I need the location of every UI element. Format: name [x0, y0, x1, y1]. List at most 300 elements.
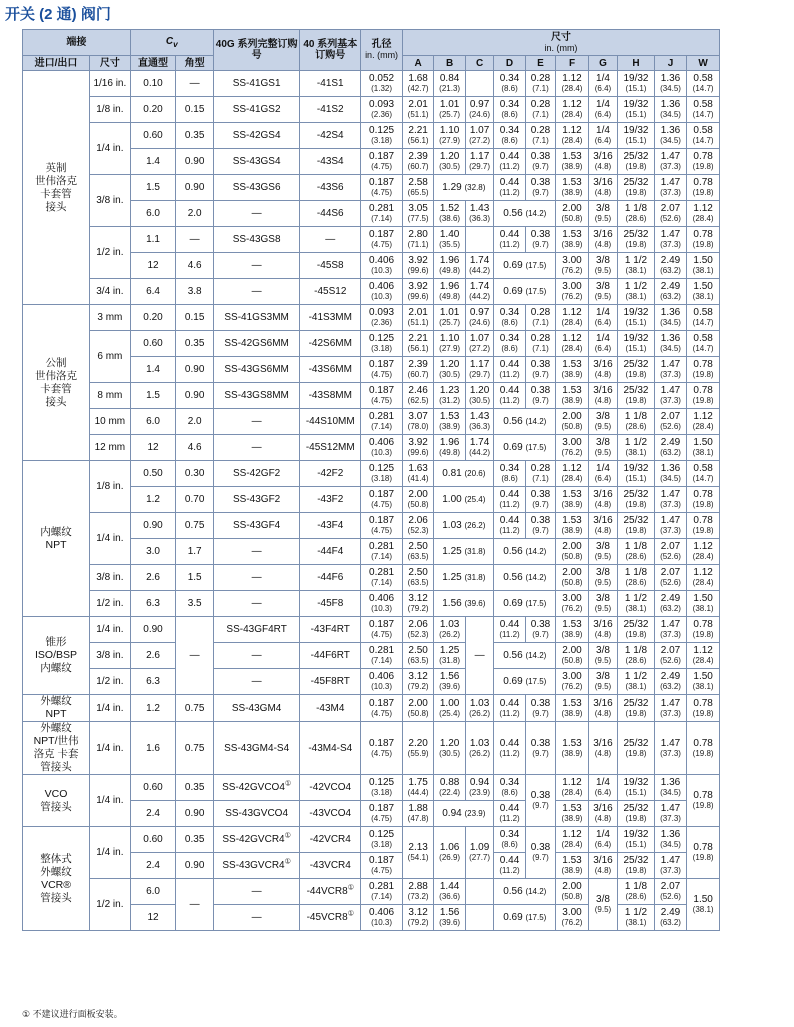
dim-j: 1.36 (34.5): [654, 123, 687, 149]
dim-a: 1.68 (42.7): [402, 71, 433, 97]
ordering-number-40: -45S12: [300, 279, 361, 305]
orifice-cell: 0.281 (7.14): [361, 409, 403, 435]
dim-g: 3/16 (4.8): [588, 801, 617, 827]
dim-j: 1.36 (34.5): [654, 461, 687, 487]
dim-a: 2.50 (63.5): [402, 565, 433, 591]
cv-angle: 0.30: [176, 461, 214, 487]
dim-g: 3/8 (9.5): [588, 201, 617, 227]
dim-b: 1.20 (30.5): [434, 722, 465, 775]
header-dim-a: A: [402, 56, 433, 71]
dim-de: 0.56 (14.2): [494, 539, 556, 565]
cv-angle: —: [176, 879, 214, 931]
size-cell: 1/4 in.: [90, 123, 131, 175]
cv-straight: 1.6: [130, 722, 176, 775]
dim-f: 1.53 (38.9): [556, 853, 589, 879]
dim-b: 1.20 (30.5): [434, 357, 465, 383]
dim-d: 0.44 (11.2): [494, 487, 525, 513]
dim-f: 3.00 (76.2): [556, 669, 589, 695]
table-row: [23, 775, 720, 801]
dim-j: 1.47 (37.3): [654, 801, 687, 827]
dim-g: 3/8 (9.5): [588, 435, 617, 461]
dim-f: 1.12 (28.4): [556, 305, 589, 331]
cv-angle: —: [176, 617, 214, 695]
dim-f: 1.12 (28.4): [556, 827, 589, 853]
dim-g: 1/4 (6.4): [588, 123, 617, 149]
dim-e: 0.38 (9.7): [525, 149, 555, 175]
dim-f: 1.53 (38.9): [556, 149, 589, 175]
cv-angle: 0.90: [176, 801, 214, 827]
orifice-cell: 0.187 (4.75): [361, 383, 403, 409]
ordering-number-40g: SS-43GS6MM: [213, 357, 299, 383]
cv-angle: 0.90: [176, 175, 214, 201]
ordering-number-40g: —: [213, 201, 299, 227]
orifice-cell: 0.187 (4.75): [361, 695, 403, 722]
dim-w: 0.58 (14.7): [687, 305, 720, 331]
ordering-number-40: -41S3MM: [300, 305, 361, 331]
dim-h: 1 1/2 (38.1): [618, 435, 655, 461]
dim-g: 1/4 (6.4): [588, 461, 617, 487]
dim-j: 2.49 (63.2): [654, 279, 687, 305]
dim-d: 0.34 (8.6): [494, 97, 525, 123]
dim-j: 2.07 (52.6): [654, 643, 687, 669]
dim-g: 3/16 (4.8): [588, 357, 617, 383]
ordering-number-40g: SS-42GS6MM: [213, 331, 299, 357]
size-cell: 1/8 in.: [90, 461, 131, 513]
ordering-number-40: -43S8MM: [300, 383, 361, 409]
dim-g: 3/16 (4.8): [588, 383, 617, 409]
cv-straight: 2.6: [130, 565, 176, 591]
dim-g: 3/16 (4.8): [588, 149, 617, 175]
ordering-number-40: -45F8: [300, 591, 361, 617]
dim-c: [465, 71, 493, 97]
cv-straight: 1.4: [130, 357, 176, 383]
dim-bc: 0.94 (23.9): [434, 801, 494, 827]
dim-w: 1.50 (38.1): [687, 253, 720, 279]
dim-h: 25/32 (19.8): [618, 149, 655, 175]
ordering-number-40g: SS-43GS8: [213, 227, 299, 253]
cv-straight: 0.60: [130, 827, 176, 853]
dim-w: 0.78 (19.8): [687, 513, 720, 539]
header-dim-g: G: [588, 56, 617, 71]
cv-straight: 0.60: [130, 775, 176, 801]
dim-e: 0.38 (9.7): [525, 175, 555, 201]
dim-c: 1.17 (29.7): [465, 149, 493, 175]
dim-j: 2.49 (63.2): [654, 669, 687, 695]
cv-angle: 3.8: [176, 279, 214, 305]
cv-angle: 4.6: [176, 253, 214, 279]
dim-w: 0.78 (19.8): [687, 175, 720, 201]
dim-c: 1.07 (27.2): [465, 331, 493, 357]
header-dim-d: D: [494, 56, 525, 71]
dim-d: 0.44 (11.2): [494, 227, 525, 253]
orifice-cell: 0.093 (2.36): [361, 305, 403, 331]
orifice-cell: 0.406 (10.3): [361, 591, 403, 617]
size-cell: 3/8 in.: [90, 643, 131, 669]
dim-e: 0.38 (9.7): [525, 487, 555, 513]
ordering-number-40: -43S6: [300, 175, 361, 201]
dim-c: 1.03 (26.2): [465, 722, 493, 775]
dim-g: 1/4 (6.4): [588, 775, 617, 801]
dim-c: 0.97 (24.6): [465, 305, 493, 331]
dim-f: 1.53 (38.9): [556, 383, 589, 409]
dim-b: 1.10 (27.9): [434, 123, 465, 149]
size-cell: 1/16 in.: [90, 71, 131, 97]
dim-h: 25/32 (19.8): [618, 357, 655, 383]
dim-g: 3/8 (9.5): [588, 539, 617, 565]
table-row: [23, 643, 720, 669]
dim-c: 1.74 (44.2): [465, 435, 493, 461]
dim-bc: 1.56 (39.6): [434, 591, 494, 617]
dim-j: 1.47 (37.3): [654, 357, 687, 383]
dim-h: 19/32 (15.1): [618, 775, 655, 801]
dim-g: 1/4 (6.4): [588, 97, 617, 123]
dim-w: 0.78 (19.8): [687, 383, 720, 409]
dim-c: 0.94 (23.9): [465, 775, 493, 801]
dim-f: 2.00 (50.8): [556, 539, 589, 565]
ordering-number-40g: SS-43GS8MM: [213, 383, 299, 409]
ordering-number-40g: —: [213, 591, 299, 617]
dim-g: 1/4 (6.4): [588, 71, 617, 97]
dim-j: 1.36 (34.5): [654, 97, 687, 123]
size-cell: 1/4 in.: [90, 695, 131, 722]
table-row: [23, 331, 720, 357]
table-body: [23, 71, 720, 931]
dim-j: 2.07 (52.6): [654, 565, 687, 591]
ordering-number-40: -42VCO4: [300, 775, 361, 801]
ordering-number-40: -43VCR4: [300, 853, 361, 879]
dim-w: 1.12 (28.4): [687, 643, 720, 669]
cv-angle: 0.35: [176, 775, 214, 801]
dim-a: 3.92 (99.6): [402, 253, 433, 279]
ordering-number-40: -44S6: [300, 201, 361, 227]
dim-h: 19/32 (15.1): [618, 305, 655, 331]
footnote: ① 不建议进行面板安装。: [22, 1009, 123, 1019]
ordering-number-40: -41S1: [300, 71, 361, 97]
header-inlet-outlet: 进口/出口: [23, 56, 90, 71]
cv-straight: 0.50: [130, 461, 176, 487]
orifice-cell: 0.187 (4.75): [361, 513, 403, 539]
table-header: [23, 30, 720, 71]
dim-e: 0.38 (9.7): [525, 617, 555, 643]
cv-straight: 1.5: [130, 175, 176, 201]
dim-h: 25/32 (19.8): [618, 722, 655, 775]
dim-h: 1 1/8 (28.6): [618, 565, 655, 591]
ordering-number-40: -43S6MM: [300, 357, 361, 383]
header-dimensions: 尺寸 in. (mm): [402, 30, 719, 56]
size-cell: 1/8 in.: [90, 97, 131, 123]
cv-angle: 1.5: [176, 565, 214, 591]
size-cell: 1/2 in.: [90, 669, 131, 695]
dim-h: 25/32 (19.8): [618, 513, 655, 539]
cv-straight: 0.90: [130, 617, 176, 643]
dim-f: 1.53 (38.9): [556, 722, 589, 775]
dim-g: 3/16 (4.8): [588, 487, 617, 513]
dim-h: 25/32 (19.8): [618, 617, 655, 643]
group-label: VCO 管接头: [23, 775, 90, 827]
dim-c: 1.17 (29.7): [465, 357, 493, 383]
header-dim-j: J: [654, 56, 687, 71]
dim-a: 2.06 (52.3): [402, 617, 433, 643]
dim-e: 0.38 (9.7): [525, 383, 555, 409]
dim-j: 2.49 (63.2): [654, 591, 687, 617]
cv-angle: 0.75: [176, 695, 214, 722]
header-angle: 角型: [176, 56, 214, 71]
cv-straight: 1.4: [130, 149, 176, 175]
dim-j: 2.49 (63.2): [654, 253, 687, 279]
orifice-cell: 0.187 (4.75): [361, 175, 403, 201]
dim-h: 19/32 (15.1): [618, 827, 655, 853]
dim-h: 1 1/2 (38.1): [618, 591, 655, 617]
ordering-number-40: -43F4: [300, 513, 361, 539]
ordering-number-40: -43S4: [300, 149, 361, 175]
dim-w: 0.78 (19.8): [687, 227, 720, 253]
dim-a: 1.75 (44.4): [402, 775, 433, 801]
dim-b: 1.20 (30.5): [434, 149, 465, 175]
orifice-cell: 0.187 (4.75): [361, 617, 403, 643]
size-cell: 1/2 in.: [90, 227, 131, 279]
dim-h: 25/32 (19.8): [618, 175, 655, 201]
dim-d: 0.34 (8.6): [494, 827, 525, 853]
size-cell: 1/4 in.: [90, 617, 131, 643]
dim-de: 0.56 (14.2): [494, 409, 556, 435]
group-label: 内螺纹 NPT: [23, 461, 90, 617]
group-label: 外螺纹 NPT: [23, 695, 90, 722]
dim-a: 1.63 (41.4): [402, 461, 433, 487]
dim-f: 1.12 (28.4): [556, 71, 589, 97]
group-label: 英制 世伟洛克 卡套管 接头: [23, 71, 90, 305]
dim-w: 0.78 (19.8): [687, 827, 720, 879]
ordering-number-40: -42S6MM: [300, 331, 361, 357]
dim-b: 1.96 (49.8): [434, 253, 465, 279]
size-cell: 3/8 in.: [90, 565, 131, 591]
dim-c: 1.03 (26.2): [465, 695, 493, 722]
dim-d: 0.44 (11.2): [494, 695, 525, 722]
dim-b: 1.96 (49.8): [434, 279, 465, 305]
size-cell: 1/2 in.: [90, 879, 131, 931]
ordering-number-40g: SS-42GS4: [213, 123, 299, 149]
orifice-cell: 0.125 (3.18): [361, 827, 403, 853]
dim-w: 0.58 (14.7): [687, 71, 720, 97]
dim-e: 0.28 (7.1): [525, 71, 555, 97]
orifice-cell: 0.281 (7.14): [361, 201, 403, 227]
dim-j: 2.07 (52.6): [654, 409, 687, 435]
orifice-cell: 0.187 (4.75): [361, 722, 403, 775]
header-size: 尺寸: [90, 56, 131, 71]
dim-g: 1/4 (6.4): [588, 305, 617, 331]
ordering-number-40: —: [300, 227, 361, 253]
table-row: [23, 617, 720, 643]
cv-straight: 12: [130, 905, 176, 931]
dim-g: 3/16 (4.8): [588, 513, 617, 539]
dim-j: 1.36 (34.5): [654, 305, 687, 331]
header-dim-w: W: [687, 56, 720, 71]
dim-w: 0.78 (19.8): [687, 487, 720, 513]
dim-h: 19/32 (15.1): [618, 331, 655, 357]
dim-a: 2.39 (60.7): [402, 357, 433, 383]
dim-g: 3/8 (9.5): [588, 565, 617, 591]
size-cell: 1/4 in.: [90, 513, 131, 565]
dim-w: 0.78 (19.8): [687, 722, 720, 775]
cv-angle: 2.0: [176, 409, 214, 435]
dim-j: 1.47 (37.3): [654, 487, 687, 513]
cv-straight: 12: [130, 253, 176, 279]
ordering-number-40: -43VCO4: [300, 801, 361, 827]
dim-bc: 1.25 (31.8): [434, 565, 494, 591]
dim-j: 1.47 (37.3): [654, 853, 687, 879]
orifice-cell: 0.187 (4.75): [361, 487, 403, 513]
cv-straight: 2.4: [130, 801, 176, 827]
dim-w: 0.58 (14.7): [687, 461, 720, 487]
dim-f: 1.12 (28.4): [556, 123, 589, 149]
dim-a: 3.05 (77.5): [402, 201, 433, 227]
header-dim-c: C: [465, 56, 493, 71]
dim-bc: 0.81 (20.6): [434, 461, 494, 487]
size-cell: 12 mm: [90, 435, 131, 461]
dim-j: 2.07 (52.6): [654, 879, 687, 905]
dim-e: 0.38 (9.7): [525, 722, 555, 775]
ordering-number-40: -44F4: [300, 539, 361, 565]
dim-a: 2.01 (51.1): [402, 97, 433, 123]
size-cell: 1/2 in.: [90, 591, 131, 617]
dim-f: 1.53 (38.9): [556, 617, 589, 643]
dim-de: 0.69 (17.5): [494, 253, 556, 279]
dim-f: 2.00 (50.8): [556, 643, 589, 669]
dim-d: 0.34 (8.6): [494, 71, 525, 97]
dim-j: 1.47 (37.3): [654, 175, 687, 201]
cv-angle: 0.75: [176, 722, 214, 775]
dim-a: 2.00 (50.8): [402, 695, 433, 722]
table-row: [23, 879, 720, 905]
dim-a: 2.88 (73.2): [402, 879, 433, 905]
ordering-number-40: -43F4RT: [300, 617, 361, 643]
table-row: [23, 227, 720, 253]
dim-c: 1.74 (44.2): [465, 279, 493, 305]
cv-straight: 1.2: [130, 695, 176, 722]
dim-b: 1.56 (39.6): [434, 905, 465, 931]
cv-angle: 4.6: [176, 435, 214, 461]
table-row: [23, 409, 720, 435]
dim-d: 0.44 (11.2): [494, 513, 525, 539]
cv-straight: 0.90: [130, 513, 176, 539]
cv-angle: 0.35: [176, 123, 214, 149]
dim-a: 2.80 (71.1): [402, 227, 433, 253]
cv-straight: 6.3: [130, 591, 176, 617]
dim-w: 1.12 (28.4): [687, 201, 720, 227]
cv-straight: 6.3: [130, 669, 176, 695]
orifice-cell: 0.125 (3.18): [361, 123, 403, 149]
dim-g: 3/16 (4.8): [588, 175, 617, 201]
dim-a: 2.06 (52.3): [402, 513, 433, 539]
size-cell: 1/4 in.: [90, 722, 131, 775]
dim-w: 1.50 (38.1): [687, 279, 720, 305]
group-label: 锥形 ISO/BSP 内螺纹: [23, 617, 90, 695]
table-row: [23, 97, 720, 123]
dim-h: 1 1/8 (28.6): [618, 879, 655, 905]
cv-straight: 6.0: [130, 409, 176, 435]
orifice-cell: 0.187 (4.75): [361, 853, 403, 879]
cv-straight: 0.20: [130, 305, 176, 331]
dim-f: 2.00 (50.8): [556, 201, 589, 227]
ordering-number-40g: SS-43GF2: [213, 487, 299, 513]
ordering-number-40g: —: [213, 539, 299, 565]
dim-b: 1.03 (26.2): [434, 617, 465, 643]
dim-w: 0.58 (14.7): [687, 331, 720, 357]
dim-bc: 1.00 (25.4): [434, 487, 494, 513]
dim-b: 1.56 (39.6): [434, 669, 465, 695]
dim-w: 1.12 (28.4): [687, 539, 720, 565]
dim-b: 1.06 (26.9): [434, 827, 465, 879]
cv-straight: 1.1: [130, 227, 176, 253]
table-row: [23, 279, 720, 305]
dim-f: 3.00 (76.2): [556, 905, 589, 931]
ordering-number-40: -43F2: [300, 487, 361, 513]
ordering-number-40g: SS-43GM4-S4: [213, 722, 299, 775]
orifice-cell: 0.281 (7.14): [361, 643, 403, 669]
dim-w: 0.78 (19.8): [687, 149, 720, 175]
dim-w: 1.12 (28.4): [687, 409, 720, 435]
ordering-number-40: -44S10MM: [300, 409, 361, 435]
header-dim-h: H: [618, 56, 655, 71]
dim-g: 3/16 (4.8): [588, 853, 617, 879]
ordering-number-40g: —: [213, 643, 299, 669]
dim-f: 1.53 (38.9): [556, 695, 589, 722]
dim-j: 2.49 (63.2): [654, 435, 687, 461]
dim-f: 2.00 (50.8): [556, 409, 589, 435]
header-dim-b: B: [434, 56, 465, 71]
header-40-ordering: 40 系列基本订购号: [300, 30, 361, 71]
dim-de: 0.69 (17.5): [494, 669, 556, 695]
dim-h: 25/32 (19.8): [618, 801, 655, 827]
dim-b: 1.01 (25.7): [434, 97, 465, 123]
table-row: [23, 695, 720, 722]
dim-f: 1.53 (38.9): [556, 227, 589, 253]
ordering-number-40g: SS-42GF2: [213, 461, 299, 487]
dim-c: 1.43 (36.3): [465, 409, 493, 435]
dim-e: 0.38 (9.7): [525, 827, 555, 879]
orifice-cell: 0.052 (1.32): [361, 71, 403, 97]
dim-f: 1.53 (38.9): [556, 487, 589, 513]
cv-angle: 0.90: [176, 149, 214, 175]
dim-a: 2.00 (50.8): [402, 487, 433, 513]
dim-d: 0.34 (8.6): [494, 305, 525, 331]
dim-g: 1/4 (6.4): [588, 827, 617, 853]
dim-w: 0.78 (19.8): [687, 775, 720, 827]
dim-c: 1.20 (30.5): [465, 383, 493, 409]
dim-h: 19/32 (15.1): [618, 461, 655, 487]
cv-angle: 0.90: [176, 357, 214, 383]
header-orifice: 孔径 in. (mm): [361, 30, 403, 71]
orifice-cell: 0.187 (4.75): [361, 357, 403, 383]
dim-a: 2.13 (54.1): [402, 827, 433, 879]
dim-f: 1.12 (28.4): [556, 331, 589, 357]
header-dim-f: F: [556, 56, 589, 71]
dim-de: 0.69 (17.5): [494, 591, 556, 617]
dim-j: 1.47 (37.3): [654, 722, 687, 775]
dim-j: 2.07 (52.6): [654, 201, 687, 227]
cv-straight: 0.10: [130, 71, 176, 97]
dim-d: 0.44 (11.2): [494, 617, 525, 643]
dim-f: 1.53 (38.9): [556, 801, 589, 827]
table-row: [23, 383, 720, 409]
dim-b: 1.44 (36.6): [434, 879, 465, 905]
dim-d: 0.44 (11.2): [494, 722, 525, 775]
dim-a: 2.50 (63.5): [402, 539, 433, 565]
dim-h: 1 1/8 (28.6): [618, 409, 655, 435]
dim-de: 0.56 (14.2): [494, 643, 556, 669]
dim-j: 2.49 (63.2): [654, 905, 687, 931]
size-cell: 3/8 in.: [90, 175, 131, 227]
table-row: [23, 175, 720, 201]
